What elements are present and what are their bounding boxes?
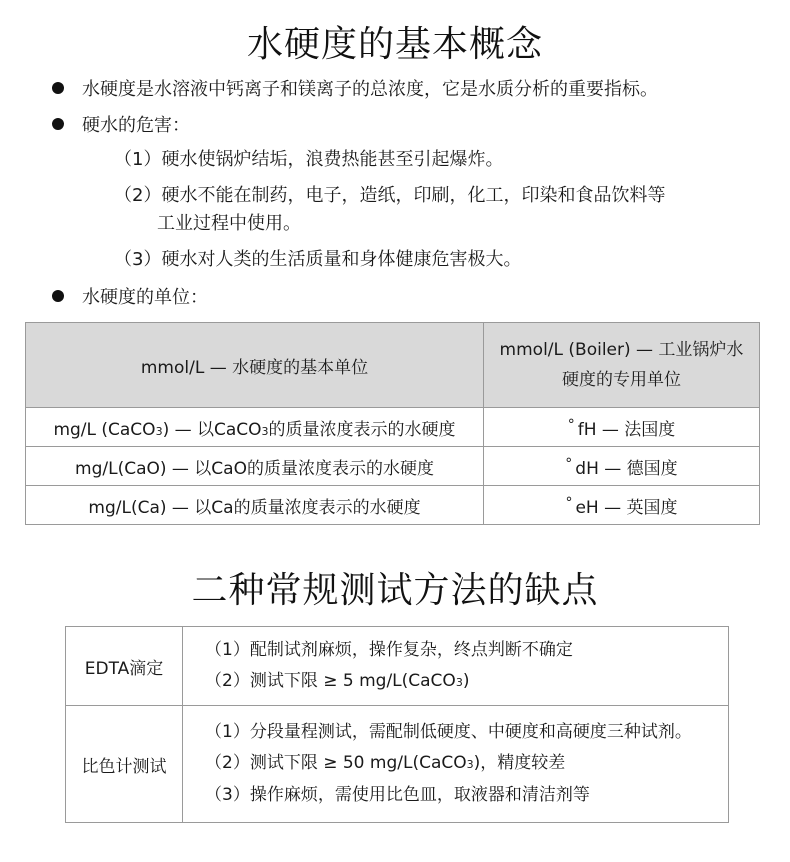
table-row [66,627,729,706]
units-table [25,322,760,525]
degree-symbol: ° [565,455,573,472]
definition-text: 水硬度是水溶液中钙离子和镁离子的总浓度，它是水质分析的重要指标。 [82,79,658,100]
harm-item: （1）硬水使锅炉结垢，浪费热能甚至引起爆炸。 [114,149,504,170]
bullet-dot-icon [52,290,64,302]
method-drawbacks [183,706,729,823]
method-name: 比色计测试 [66,706,183,823]
unit-right-cell [484,447,760,486]
page-title: 水硬度的基本概念 [246,24,543,65]
unit-left-cell: mg/L(Ca) — 以Ca的质量浓度表示的水硬度 [26,486,484,525]
bullet-units [52,286,208,310]
units-table-header [26,323,760,408]
unit-right-cell [484,408,760,447]
units-header-left: mmol/L — 水硬度的基本单位 [26,323,484,408]
degree-symbol: ° [567,416,575,433]
subscript: 3 [455,675,463,689]
bullet-harms [52,114,190,138]
drawback-text: （2）测试下限 ≥ 50 mg/L(CaCO [205,753,467,773]
drawback-text: )，精度较差 [473,753,566,773]
harm-item: （2）硬水不能在制药，电子，造纸，印刷，化工，印染和食品饮料等 [114,185,666,206]
methods-table [65,626,729,823]
units-heading: 水硬度的单位： [82,287,208,308]
table-row [26,447,760,486]
bullet-definition [52,78,658,102]
unit-text: mg/L (CaCO [53,419,156,440]
units-header-right [484,323,760,408]
drawback-item: （3）操作麻烦，需使用比色皿，取液器和清洁剂等 [205,785,590,805]
drawback-text: ) [462,670,470,691]
bullet-dot-icon [52,118,64,130]
drawback-item [205,666,728,698]
harm-item: （3）硬水对人类的生活质量和身体健康危害极大。 [114,249,522,270]
bullet-dot-icon [52,82,64,94]
unit-text: ) — 以CaCO [162,419,262,440]
unit-text: dH — 德国度 [575,458,678,479]
drawback-item [205,748,728,780]
section-title: 二种常规测试方法的缺点 [191,570,599,611]
unit-text: 的质量浓度表示的水硬度 [268,419,456,440]
degree-symbol: ° [565,494,573,511]
drawback-item: （1）分段量程测试，需配制低硬度、中硬度和高硬度三种试剂。 [205,722,692,742]
unit-text: fH — 法国度 [577,419,676,440]
harm-item-continuation: 工业过程中使用。 [157,213,301,234]
table-row [26,486,760,525]
unit-text: eH — 英国度 [575,497,678,518]
subscript: 3 [155,424,163,438]
drawback-text: （2）测试下限 ≥ 5 mg/L(CaCO [205,670,456,691]
method-drawbacks [183,627,729,706]
unit-right-cell [484,486,760,525]
table-row [26,408,760,447]
units-header-right-line2: 硬度的专用单位 [562,370,681,390]
unit-left-cell [26,408,484,447]
method-name: EDTA滴定 [66,627,183,706]
subscript: 3 [466,758,474,771]
harms-heading: 硬水的危害： [82,115,190,136]
drawback-item: （1）配制试剂麻烦，操作复杂，终点判断不确定 [205,639,573,660]
units-header-right-line1: mmol/L (Boiler) — 工业锅炉水 [499,340,744,360]
subscript: 3 [261,424,269,438]
table-row [66,706,729,823]
unit-left-cell: mg/L(CaO) — 以CaO的质量浓度表示的水硬度 [26,447,484,486]
